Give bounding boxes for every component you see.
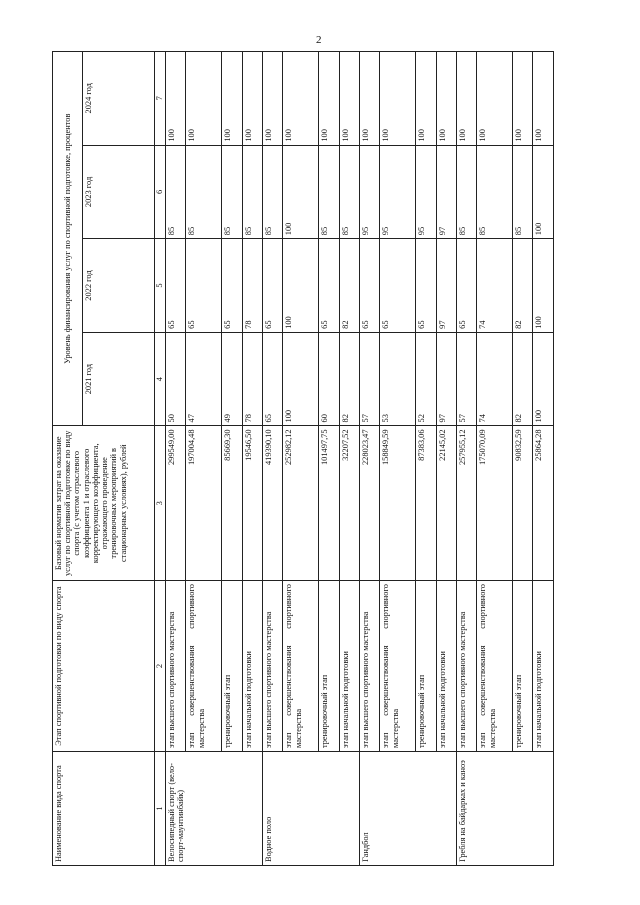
table-row xyxy=(222,52,242,866)
sport-name-cell: Водное поло xyxy=(262,752,359,866)
rotated-table-container xyxy=(52,51,554,866)
funding-2022-cell: 82 xyxy=(339,239,359,333)
funding-2022-cell: 82 xyxy=(513,239,533,333)
funding-2022-cell: 65 xyxy=(416,239,436,333)
norm-cell: 101497,75 xyxy=(319,426,339,581)
table-row xyxy=(339,52,359,866)
table-row xyxy=(513,52,533,866)
table-row xyxy=(166,52,186,866)
table-row xyxy=(416,52,436,866)
funding-2021-cell: 82 xyxy=(513,332,533,426)
table-row xyxy=(436,52,456,866)
funding-2023-cell: 85 xyxy=(186,145,222,239)
column-number: 5 xyxy=(155,239,166,333)
stage-cell: этап начальной подготовки xyxy=(339,581,359,752)
funding-2022-cell: 74 xyxy=(477,239,513,333)
funding-2022-cell: 65 xyxy=(380,239,416,333)
header-funding-level: Уровень финансирования услуг по спортивной подготовке, процентов xyxy=(53,52,83,426)
funding-2023-cell: 100 xyxy=(283,145,319,239)
table-row xyxy=(456,52,476,866)
funding-2022-cell: 100 xyxy=(283,239,319,333)
funding-2024-cell: 100 xyxy=(262,52,282,146)
funding-2024-cell: 100 xyxy=(513,52,533,146)
funding-2024-cell: 100 xyxy=(166,52,186,146)
funding-2022-cell: 100 xyxy=(533,239,554,333)
funding-2024-cell: 100 xyxy=(436,52,456,146)
funding-table xyxy=(52,51,554,866)
funding-2023-cell: 85 xyxy=(262,145,282,239)
stage-cell: этап совершенствования спортивного мастерства xyxy=(283,581,319,752)
funding-2024-cell: 100 xyxy=(283,52,319,146)
funding-2021-cell: 100 xyxy=(533,332,554,426)
stage-cell: этап совершенствования спортивного мастерства xyxy=(380,581,416,752)
table-row xyxy=(477,52,513,866)
norm-cell: 257955,12 xyxy=(456,426,476,581)
table-row xyxy=(380,52,416,866)
norm-cell: 299549,00 xyxy=(166,426,186,581)
funding-2024-cell: 100 xyxy=(186,52,222,146)
header-stage: Этап спортивной подготовки по виду спорта xyxy=(53,581,155,752)
funding-2024-cell: 100 xyxy=(477,52,513,146)
norm-cell: 22145,02 xyxy=(436,426,456,581)
norm-cell: 25864,28 xyxy=(533,426,554,581)
funding-2021-cell: 47 xyxy=(186,332,222,426)
table-row xyxy=(186,52,222,866)
norm-cell: 85669,30 xyxy=(222,426,242,581)
header-norm: Базовый норматив затрат на оказание услуг по спортивной подготовке по виду спорта (с учетом отраслевого коэффициента 1 и отраслевого корректирующего коэффициента, отражающего проведение тренировочных мероприятий в стационарных условиях), рублей xyxy=(53,426,155,581)
funding-2024-cell: 100 xyxy=(339,52,359,146)
stage-cell: этап высшего спортивного мастерства xyxy=(262,581,282,752)
stage-cell: этап начальной подготовки xyxy=(533,581,554,752)
funding-2022-cell: 65 xyxy=(319,239,339,333)
funding-2024-cell: 100 xyxy=(380,52,416,146)
funding-2021-cell: 60 xyxy=(319,332,339,426)
funding-2024-cell: 100 xyxy=(416,52,436,146)
table-row xyxy=(262,52,282,866)
stage-cell: этап начальной подготовки xyxy=(436,581,456,752)
norm-cell: 19546,50 xyxy=(242,426,262,581)
norm-cell: 252982,12 xyxy=(283,426,319,581)
funding-2021-cell: 49 xyxy=(222,332,242,426)
funding-2021-cell: 82 xyxy=(339,332,359,426)
stage-cell: тренировочный этап xyxy=(319,581,339,752)
stage-cell: этап совершенствования спортивного мастерства xyxy=(477,581,513,752)
sport-name-cell: Гребля на байдарках и каноэ xyxy=(456,752,553,866)
funding-2024-cell: 100 xyxy=(222,52,242,146)
page-number: 2 xyxy=(316,34,322,46)
norm-cell: 90832,59 xyxy=(513,426,533,581)
table-row xyxy=(533,52,554,866)
stage-cell: тренировочный этап xyxy=(222,581,242,752)
norm-cell: 87383,06 xyxy=(416,426,436,581)
funding-2022-cell: 65 xyxy=(222,239,242,333)
funding-2021-cell: 65 xyxy=(262,332,282,426)
funding-2021-cell: 57 xyxy=(359,332,379,426)
funding-2023-cell: 85 xyxy=(513,145,533,239)
funding-2021-cell: 57 xyxy=(456,332,476,426)
stage-cell: этап высшего спортивного мастерства xyxy=(166,581,186,752)
header-sport-name: Наименование вида спорта xyxy=(53,752,155,866)
funding-2023-cell: 100 xyxy=(533,145,554,239)
table-row xyxy=(242,52,262,866)
funding-2022-cell: 65 xyxy=(262,239,282,333)
norm-cell: 228023,47 xyxy=(359,426,379,581)
funding-2023-cell: 95 xyxy=(380,145,416,239)
funding-2021-cell: 100 xyxy=(283,332,319,426)
header-year-2022: 2022 год xyxy=(83,239,155,333)
funding-2023-cell: 85 xyxy=(477,145,513,239)
stage-cell: тренировочный этап xyxy=(416,581,436,752)
funding-2023-cell: 85 xyxy=(456,145,476,239)
funding-2023-cell: 95 xyxy=(359,145,379,239)
funding-2023-cell: 97 xyxy=(436,145,456,239)
funding-2021-cell: 97 xyxy=(436,332,456,426)
funding-2023-cell: 85 xyxy=(339,145,359,239)
column-number: 4 xyxy=(155,332,166,426)
table-row xyxy=(319,52,339,866)
table-body xyxy=(166,52,554,866)
funding-2024-cell: 100 xyxy=(242,52,262,146)
header-year-2023: 2023 год xyxy=(83,145,155,239)
funding-2021-cell: 50 xyxy=(166,332,186,426)
funding-2021-cell: 74 xyxy=(477,332,513,426)
funding-2021-cell: 53 xyxy=(380,332,416,426)
funding-2024-cell: 100 xyxy=(359,52,379,146)
stage-cell: этап совершенствования спортивного мастерства xyxy=(186,581,222,752)
norm-cell: 32207,52 xyxy=(339,426,359,581)
stage-cell: этап начальной подготовки xyxy=(242,581,262,752)
funding-2023-cell: 85 xyxy=(166,145,186,239)
funding-2022-cell: 65 xyxy=(186,239,222,333)
table-row xyxy=(283,52,319,866)
norm-cell: 175070,09 xyxy=(477,426,513,581)
funding-2022-cell: 65 xyxy=(166,239,186,333)
column-number: 2 xyxy=(155,581,166,752)
table-row xyxy=(359,52,379,866)
funding-2023-cell: 85 xyxy=(242,145,262,239)
norm-cell: 158849,59 xyxy=(380,426,416,581)
funding-2022-cell: 65 xyxy=(359,239,379,333)
header-year-2021: 2021 год xyxy=(83,332,155,426)
stage-cell: этап высшего спортивного мастерства xyxy=(456,581,476,752)
norm-cell: 197004,48 xyxy=(186,426,222,581)
funding-2022-cell: 78 xyxy=(242,239,262,333)
funding-2022-cell: 65 xyxy=(456,239,476,333)
column-number: 6 xyxy=(155,145,166,239)
stage-cell: тренировочный этап xyxy=(513,581,533,752)
funding-2024-cell: 100 xyxy=(319,52,339,146)
column-number: 3 xyxy=(155,426,166,581)
header-year-2024: 2024 год xyxy=(83,52,155,146)
funding-2024-cell: 100 xyxy=(533,52,554,146)
funding-2021-cell: 78 xyxy=(242,332,262,426)
norm-cell: 419390,10 xyxy=(262,426,282,581)
column-number: 1 xyxy=(155,752,166,866)
funding-2023-cell: 85 xyxy=(319,145,339,239)
sport-name-cell: Велосипедный спорт (вело-спорт-маунтинбайк) xyxy=(166,752,263,866)
stage-cell: этап высшего спортивного мастерства xyxy=(359,581,379,752)
column-number: 7 xyxy=(155,52,166,146)
funding-2024-cell: 100 xyxy=(456,52,476,146)
funding-2023-cell: 95 xyxy=(416,145,436,239)
sport-name-cell: Гандбол xyxy=(359,752,456,866)
funding-2022-cell: 97 xyxy=(436,239,456,333)
funding-2021-cell: 52 xyxy=(416,332,436,426)
funding-2023-cell: 85 xyxy=(222,145,242,239)
